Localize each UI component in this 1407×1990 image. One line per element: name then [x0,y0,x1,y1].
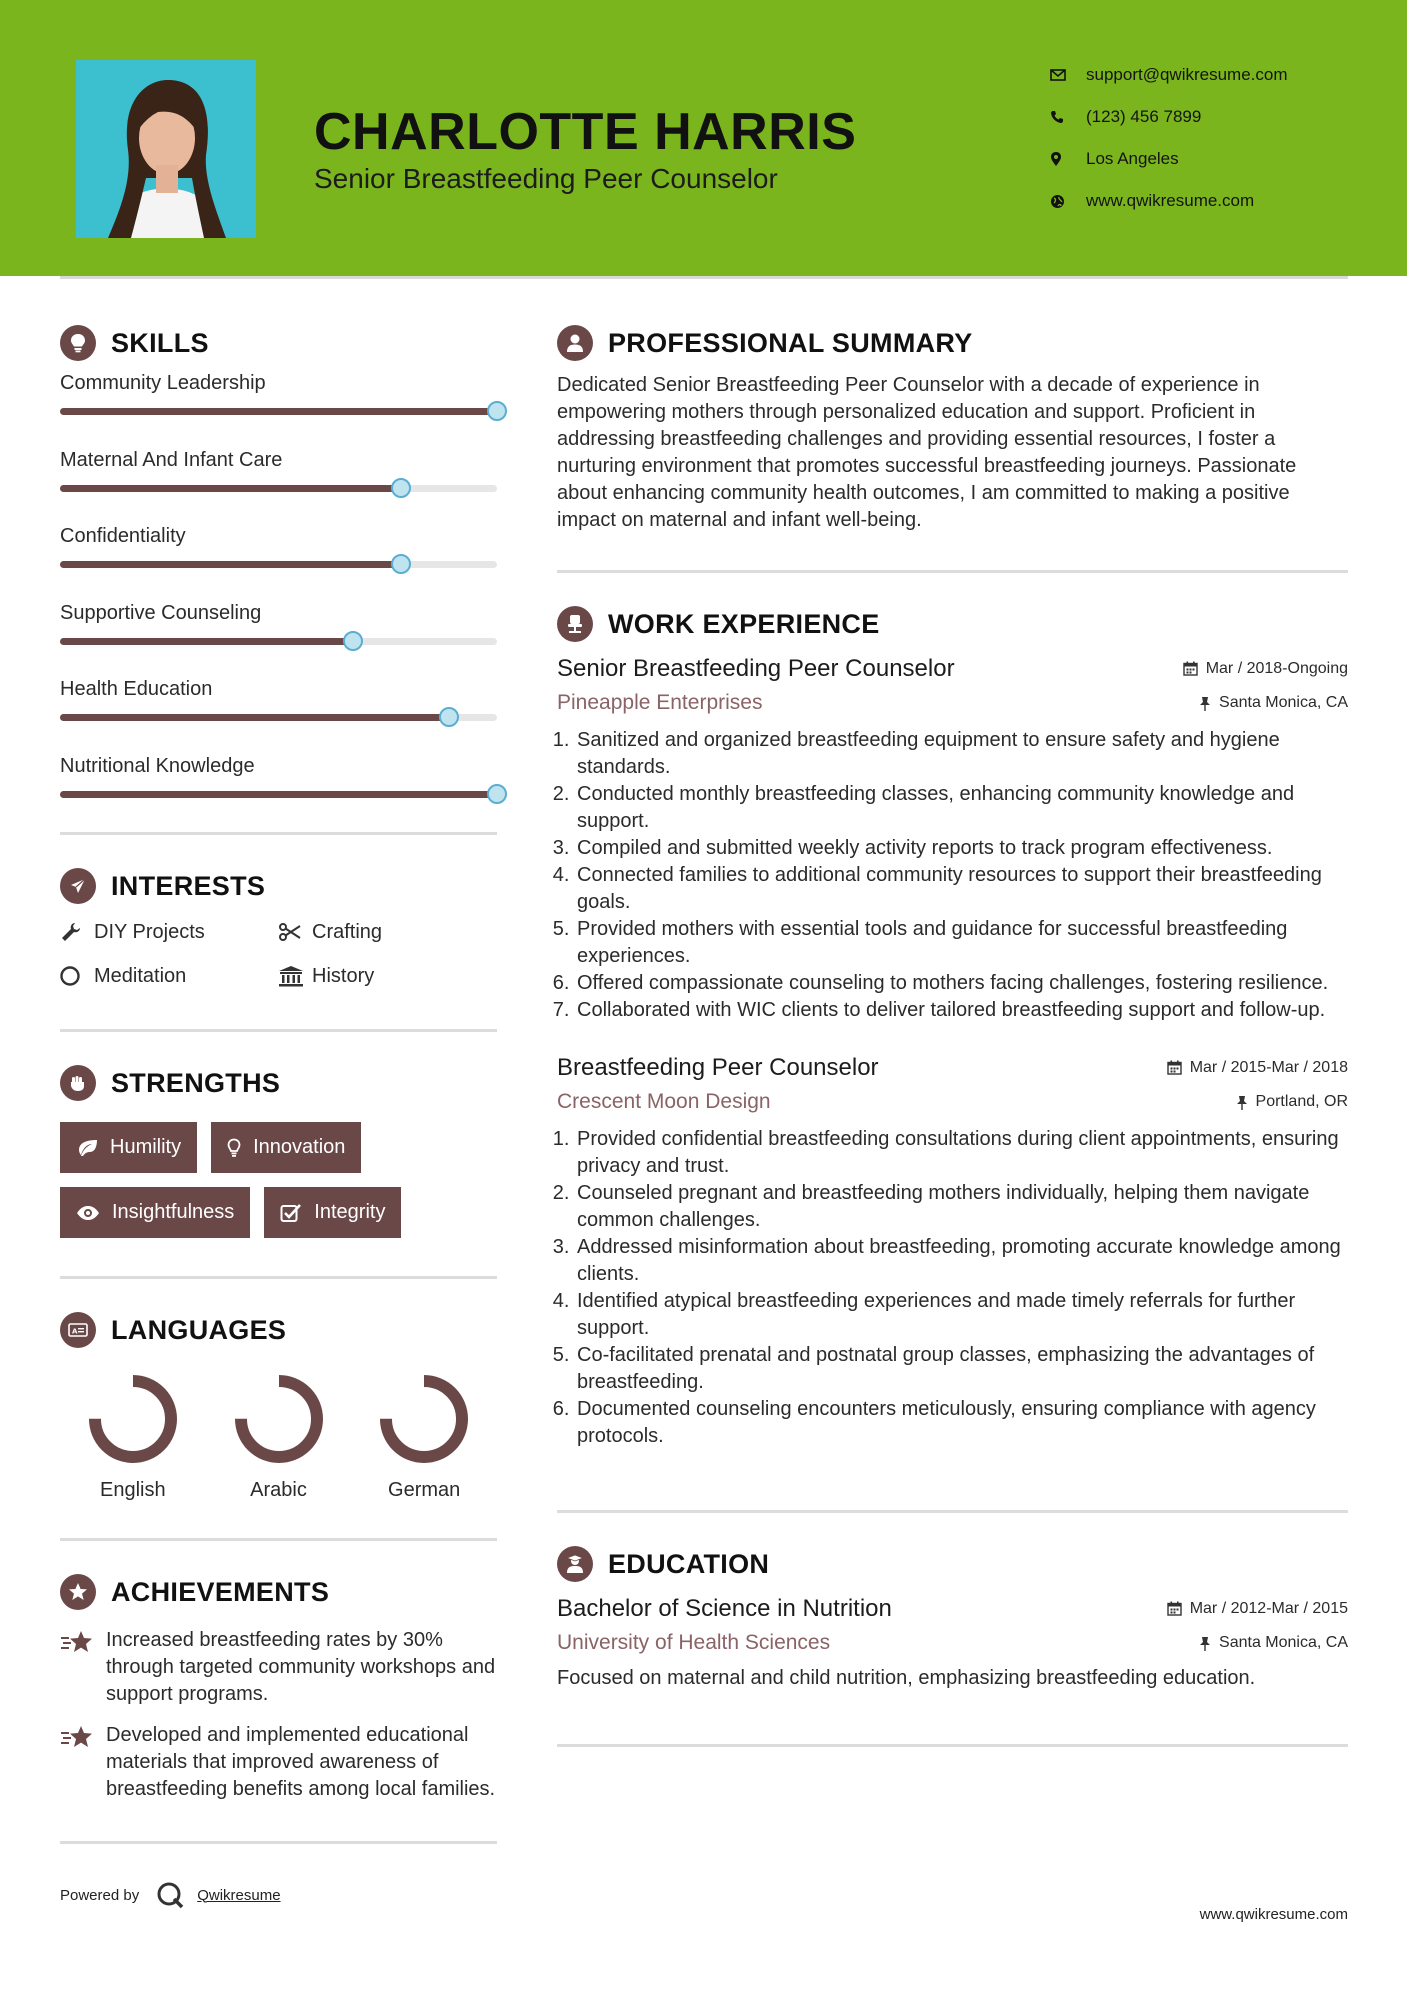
skill-bar-fill [60,638,353,645]
job-title: Senior Breastfeeding Peer Counselor [557,655,955,682]
contact-phone[interactable] [1050,96,1370,138]
contact-website-text: www.qwikresume.com [1086,191,1255,210]
achievements-list [60,1627,497,1803]
section-divider [60,1029,497,1032]
skill-bar-fill [60,714,449,721]
skill-bar-knob [487,401,507,421]
language-label: Arabic [250,1479,307,1501]
section-divider [60,832,497,835]
job-location [1236,1093,1348,1111]
checkbox-icon [280,1203,302,1223]
lightbulb-icon [60,325,96,361]
responsibility-item: 4. Connected families to additional community resources to support their breastfeeding goals. [575,862,1348,916]
contact-phone-text: (123) 456 7899 [1086,107,1202,126]
skill-bar-knob [391,478,411,498]
candidate-title: Senior Breastfeeding Peer Counselor [314,163,778,194]
star-icon [60,1722,106,1803]
interest-label: Meditation [94,964,187,987]
strength-tag [264,1187,401,1238]
job-date [1183,660,1348,678]
skill-bar-fill [60,485,401,492]
scissors-icon [278,922,312,942]
left-column [60,318,497,1844]
job-date-text: Mar / 2018-Ongoing [1205,659,1348,677]
achievement-text: Developed and implemented educational materials that improved awareness of breastfeeding benefits among local families. [106,1724,496,1800]
graduate-icon [557,1546,593,1582]
skill-bar-track [60,485,497,492]
strengths-title: STRENGTHS [111,1067,281,1098]
job-location [1199,694,1348,712]
responsibility-list [557,1126,1348,1450]
pushpin-icon [1199,696,1211,711]
skills-title: SKILLS [111,327,209,358]
education-description: Focused on maternal and child nutrition, emphasizing breastfeeding education. [557,1667,1256,1689]
calendar-icon [1167,1601,1182,1616]
interests-list [60,919,497,989]
experience-title: WORK EXPERIENCE [608,608,880,639]
language-ring [374,1369,474,1469]
achievement-item [60,1722,497,1803]
map-pin-icon [1050,151,1086,167]
strength-label: Integrity [314,1201,386,1223]
skill-bar-fill [60,408,497,415]
candidate-name: CHARLOTTE HARRIS [314,103,857,161]
strength-label: Innovation [253,1136,346,1158]
education-date [1167,1600,1348,1618]
skill-name: Supportive Counseling [60,601,262,624]
summary-heading [557,318,1348,368]
wrench-icon [60,921,94,943]
skill-bar-track [60,791,497,798]
skill-item [60,598,497,675]
skill-name: Nutritional Knowledge [60,754,255,777]
responsibility-item: 3. Compiled and submitted weekly activity reports to track program effectiveness. [575,835,1348,862]
skill-name: Health Education [60,678,213,700]
education-heading [557,1539,1348,1589]
degree-name: Bachelor of Science in Nutrition [557,1595,892,1622]
header-divider [60,276,1348,279]
contact-info [1050,54,1370,222]
paper-plane-icon [60,868,96,904]
achievements-title: ACHIEVEMENTS [111,1576,330,1607]
job-entry [557,655,1348,1024]
id-card-icon [60,1312,96,1348]
qwikresume-logo-icon [155,1880,185,1910]
fist-icon [60,1065,96,1101]
strengths-list [60,1122,497,1238]
summary-title: PROFESSIONAL SUMMARY [608,327,973,358]
skill-bar-knob [439,707,459,727]
skill-bar-knob [391,554,411,574]
envelope-icon [1050,69,1086,81]
summary-text: Dedicated Senior Breastfeeding Peer Counselor with a decade of experience in empowering mothers through personalized education and support. Proficient in addressing breastfeeding challenges and providing essential resources, I foster a nurturing environment that promotes successful breastfeeding journeys. Passionate about enhancing community health outcomes, I am committed to making a positive impact on maternal and infant well-being. [557,374,1297,531]
strength-tag [60,1122,197,1173]
language-item [351,1369,497,1502]
footer-powered-by [60,1880,281,1910]
museum-icon [278,965,312,987]
strength-label: Insightfulness [112,1201,235,1223]
skills-list [60,368,497,827]
eye-icon [76,1205,100,1221]
responsibility-item: 2. Counseled pregnant and breastfeeding mothers individually, helping them navigate common challenges. [575,1180,1348,1234]
responsibility-item: 3. Addressed misinformation about breastfeeding, promoting accurate knowledge among clients. [575,1234,1348,1288]
header-banner [0,0,1407,276]
right-column [557,318,1348,1747]
school-name: University of Health Sciences [557,1631,831,1654]
language-item [60,1369,206,1502]
skill-name: Confidentiality [60,525,186,547]
phone-icon [1050,110,1086,124]
responsibility-item: 1. Provided confidential breastfeeding consultations during client appointments, ensuring privacy and trust. [575,1126,1348,1180]
section-divider [557,1744,1348,1747]
svg-text:A: A [72,1327,78,1336]
achievement-item [60,1627,497,1708]
achievement-text: Increased breastfeeding rates by 30% through targeted community workshops and support programs. [106,1629,496,1705]
skill-bar-knob [487,784,507,804]
skill-bar-fill [60,561,401,568]
skill-name: Maternal And Infant Care [60,448,283,471]
responsibility-item: 4. Identified atypical breastfeeding experiences and made timely referrals for further support. [575,1288,1348,1342]
section-divider [60,1538,497,1541]
responsibility-item: 7. Collaborated with WIC clients to deliver tailored breastfeeding support and follow-up. [575,997,1348,1024]
interest-label: History [312,964,375,987]
interest-label: DIY Projects [94,920,205,943]
interest-item [60,919,278,945]
contact-email[interactable] [1050,54,1370,96]
language-ring [229,1369,329,1469]
skill-item [60,751,497,828]
education-date-text: Mar / 2012-Mar / 2015 [1189,1599,1348,1617]
calendar-icon [1183,661,1198,676]
strengths-heading [60,1058,497,1108]
job-entry [557,1054,1348,1450]
education-title: EDUCATION [608,1548,770,1579]
education-location-text: Santa Monica, CA [1219,1634,1348,1651]
strength-label: Humility [110,1136,182,1158]
responsibility-item: 6. Documented counseling encounters meticulously, ensuring compliance with agency protocols. [575,1396,1348,1450]
skill-bar-track [60,408,497,415]
star-badge-icon [60,1574,96,1610]
skill-item [60,521,497,598]
responsibility-item: 1. Sanitized and organized breastfeeding equipment to ensure safety and hygiene standards. [575,727,1348,781]
contact-location-text: Los Angeles [1086,149,1179,168]
skills-heading [60,318,497,368]
circle-icon [60,965,94,987]
experience-heading [557,599,1348,649]
pushpin-icon [1199,1636,1211,1651]
pushpin-icon [1236,1095,1248,1110]
section-divider [557,1510,1348,1513]
star-icon [60,1627,106,1708]
language-item [206,1369,352,1502]
language-label: English [100,1479,166,1501]
job-date [1167,1059,1348,1077]
globe-icon [1050,194,1086,209]
calendar-icon [1167,1060,1182,1075]
powered-by-text: Powered by [60,1886,140,1904]
education-location [1199,1634,1348,1652]
leaf-icon [76,1139,98,1157]
job-location-text: Portland, OR [1255,1093,1348,1110]
interest-label: Crafting [312,920,383,943]
contact-email-text: support@qwikresume.com [1086,65,1288,84]
responsibility-item: 5. Co-facilitated prenatal and postnatal group classes, emphasizing the advantages of breastfeeding. [575,1342,1348,1396]
skill-item [60,445,497,522]
education-entry [557,1595,1348,1692]
lightbulb-icon [227,1138,241,1158]
profile-photo [76,60,256,238]
section-divider [60,1841,497,1844]
job-title: Breastfeeding Peer Counselor [557,1054,879,1081]
languages-heading [60,1305,497,1355]
skill-item [60,674,497,751]
language-ring [83,1369,183,1469]
skill-bar-track [60,638,497,645]
user-icon [557,325,593,361]
interests-title: INTERESTS [111,870,266,901]
strength-tag [211,1122,361,1173]
language-label: German [388,1479,461,1501]
interest-item [278,919,496,945]
responsibility-item: 2. Conducted monthly breastfeeding classes, enhancing community knowledge and support. [575,781,1348,835]
company-name: Crescent Moon Design [557,1090,771,1113]
contact-location [1050,138,1370,180]
interests-heading [60,861,497,911]
languages-title: LANGUAGES [111,1314,287,1345]
responsibility-list [557,727,1348,1024]
skill-bar-fill [60,791,497,798]
contact-website[interactable] [1050,180,1370,222]
skill-bar-track [60,714,497,721]
strength-tag [60,1187,250,1238]
skill-bar-track [60,561,497,568]
interest-item [60,963,278,989]
section-divider [557,570,1348,573]
skill-name: Community Leadership [60,372,266,394]
footer-website[interactable]: www.qwikresume.com [1199,1906,1348,1923]
responsibility-item: 6. Offered compassionate counseling to mothers facing challenges, fostering resilience. [575,970,1348,997]
languages-list [60,1369,497,1502]
section-divider [60,1276,497,1279]
skill-bar-knob [343,631,363,651]
interest-item [278,963,496,989]
responsibility-item: 5. Provided mothers with essential tools and guidance for successful breastfeeding experiences. [575,916,1348,970]
skill-item [60,368,497,445]
office-chair-icon [557,606,593,642]
achievements-heading [60,1567,497,1617]
job-date-text: Mar / 2015-Mar / 2018 [1189,1058,1348,1076]
job-location-text: Santa Monica, CA [1219,694,1348,711]
company-name: Pineapple Enterprises [557,691,763,714]
brand-link[interactable]: Qwikresume [197,1886,281,1904]
